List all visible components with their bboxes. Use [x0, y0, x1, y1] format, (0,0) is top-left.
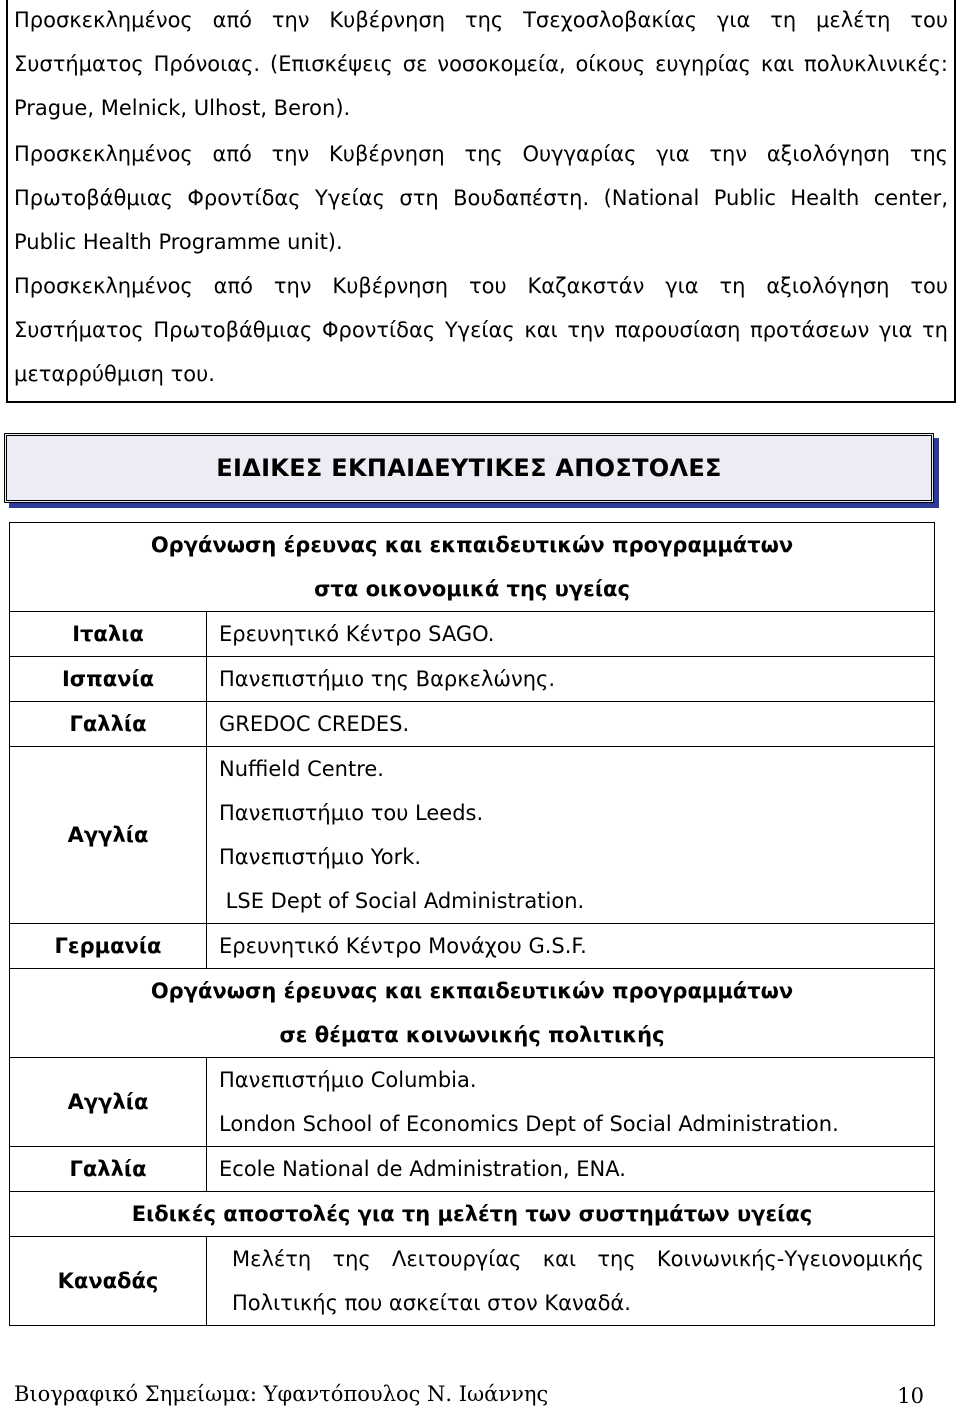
institution-cell — [207, 657, 935, 702]
institution-cell — [207, 702, 935, 747]
institution-text: GREDOC CREDES. — [219, 712, 410, 736]
banner-title: ΕΙΔΙΚΕΣ ΕΚΠΑΙΔΕΥΤΙΚΕΣ ΑΠΟΣΤΟΛΕΣ — [216, 454, 722, 482]
country-cell: Καναδάς — [10, 1237, 207, 1326]
text-line: Πρωτοβάθμιας Φροντίδας Υγείας στη Βουδαπέστη. (National Public Health center, — [14, 186, 948, 210]
institution-cell — [207, 1058, 935, 1147]
header-line: Οργάνωση έρευνας και εκπαιδευτικών προγραμμάτων — [150, 533, 794, 557]
table-row — [10, 1058, 935, 1147]
institution-cell — [207, 747, 935, 924]
institution-cell — [207, 1147, 935, 1192]
institution-text: Πανεπιστήμιο York. — [219, 845, 422, 869]
institution-text: Μελέτη της Λειτουργίας και της Κοινωνικής-Υγειονομικής — [232, 1247, 924, 1271]
text-line: Public Health Programme unit). — [14, 230, 343, 254]
text-line: Προσκεκλημένος από την Κυβέρνηση του Καζακστάν για τη αξιολόγηση του — [14, 274, 948, 298]
institution-text: Nuffield Centre. — [219, 757, 384, 781]
section-header-row — [10, 1192, 935, 1237]
text-line: μεταρρύθμιση του. — [14, 362, 215, 386]
text-line: Προσκεκλημένος από την Κυβέρνηση της Τσεχοσλοβακίας για τη μελέτη του — [14, 8, 948, 32]
country-cell: Γαλλία — [10, 702, 207, 747]
country-cell: Αγγλία — [10, 747, 207, 924]
intro-paragraph-3 — [14, 264, 948, 396]
institution-text: Ecole National de Administration, ENA. — [219, 1157, 626, 1181]
institution-text: Ερευνητικό Κέντρο SAGO. — [219, 622, 495, 646]
header-line: σε θέματα κοινωνικής πολιτικής — [279, 1023, 665, 1047]
header-line: Ειδικές αποστολές για τη μελέτη των συστημάτων υγείας — [131, 1202, 813, 1226]
section-header-row — [10, 969, 935, 1058]
section-header — [10, 969, 935, 1058]
institution-cell — [207, 924, 935, 969]
missions-table — [9, 522, 935, 1326]
table-row — [10, 702, 935, 747]
institution-text: Πανεπιστήμιο της Βαρκελώνης. — [219, 667, 556, 691]
text-line: Προσκεκλημένος από την Κυβέρνηση της Ουγγαρίας για την αξιολόγηση της — [14, 142, 948, 166]
institution-text: Πανεπιστήμιο Columbia. — [219, 1068, 477, 1092]
intro-paragraph-2 — [14, 132, 948, 264]
table-row — [10, 1237, 935, 1326]
text-line: Prague, Melnick, Ulhost, Beron). — [14, 96, 351, 120]
header-line: στα οικονομικά της υγείας — [314, 577, 630, 601]
intro-paragraph-1 — [14, 0, 948, 130]
text-line: Συστήματος Πρόνοιας. (Επισκέψεις σε νοσοκομεία, οίκους ευγηρίας και πολυκλινικές: — [14, 52, 948, 76]
page-number: 10 — [897, 1384, 924, 1408]
table-row — [10, 657, 935, 702]
table-row — [10, 924, 935, 969]
country-cell: Αγγλία — [10, 1058, 207, 1147]
country-cell: Γερμανία — [10, 924, 207, 969]
institution-text: Πανεπιστήμιο του Leeds. — [219, 801, 484, 825]
country-cell: Ιταλια — [10, 612, 207, 657]
footer-title: Βιογραφικό Σημείωμα: Υφαντόπουλος Ν. Ιωάννης — [14, 1382, 549, 1406]
institution-text: London School of Economics Dept of Social Administration. — [219, 1112, 839, 1136]
country-cell: Γαλλία — [10, 1147, 207, 1192]
section-header — [10, 523, 935, 612]
table-row — [10, 1147, 935, 1192]
table-row — [10, 747, 935, 924]
institution-text: LSE Dept of Social Administration. — [219, 889, 585, 913]
section-header — [10, 1192, 935, 1237]
text-line: Συστήματος Πρωτοβάθμιας Φροντίδας Υγείας και την παρουσίαση προτάσεων για τη — [14, 318, 948, 342]
institution-text: Ερευνητικό Κέντρο Μονάχου G.S.F. — [219, 934, 587, 958]
institution-cell — [207, 1237, 935, 1326]
section-banner — [4, 433, 934, 503]
section-header-row — [10, 523, 935, 612]
institution-text: Πολιτικής που ασκείται στον Καναδά. — [232, 1291, 631, 1315]
institution-cell — [207, 612, 935, 657]
country-cell: Ισπανία — [10, 657, 207, 702]
table-row — [10, 612, 935, 657]
header-line: Οργάνωση έρευνας και εκπαιδευτικών προγραμμάτων — [150, 979, 794, 1003]
